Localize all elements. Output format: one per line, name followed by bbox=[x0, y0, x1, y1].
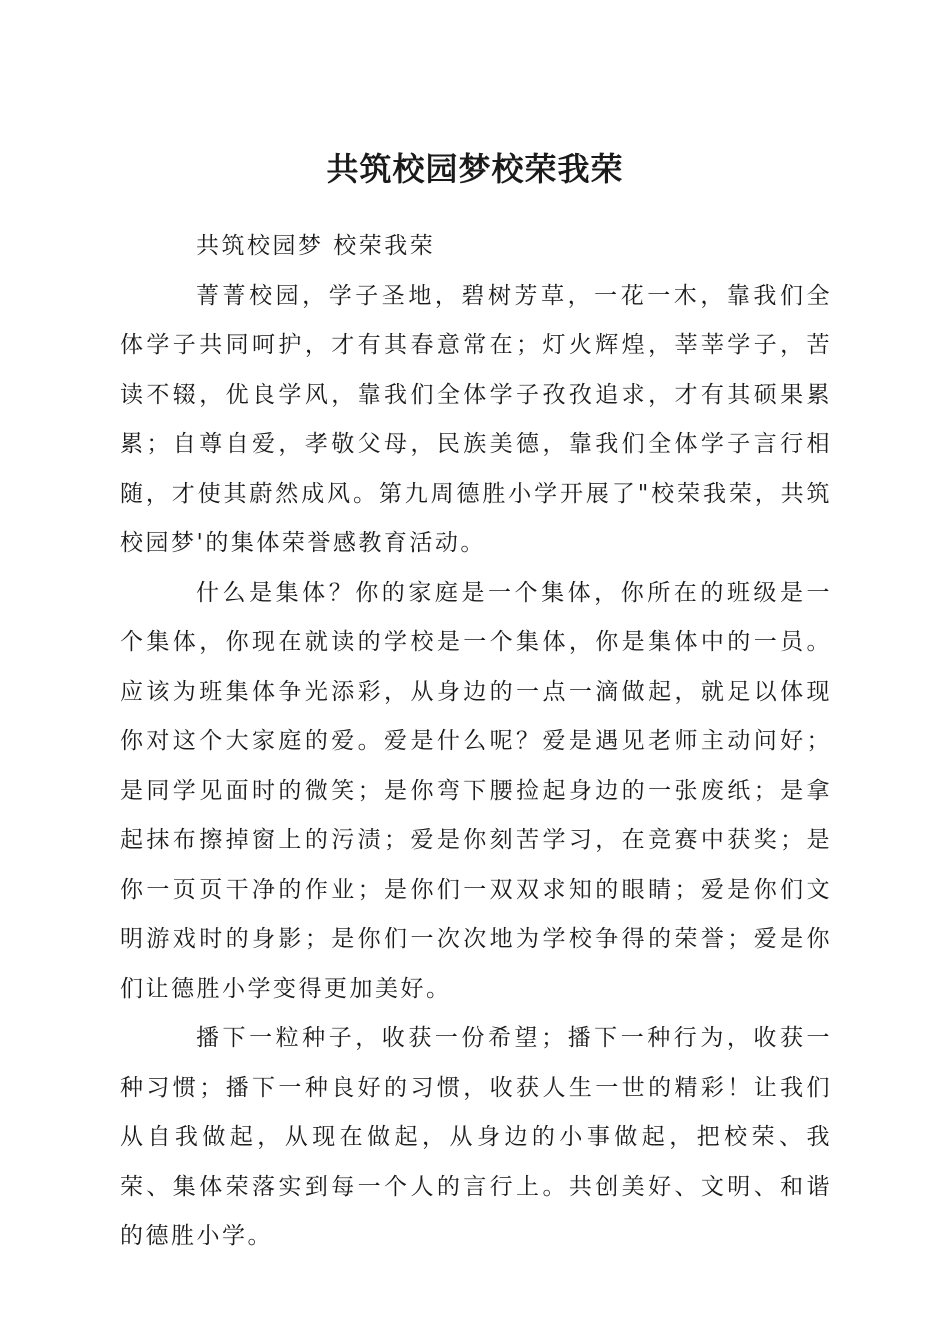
paragraph-1: 菁菁校园，学子圣地，碧树芳草，一花一木，靠我们全体学子共同呵护，才有其春意常在；灯火辉煌，莘莘学子，苦读不辍，优良学风，靠我们全体学子孜孜追求，才有其硕果累累；自尊自爱，孝敬父母，民族美德，靠我们全体学子言行相随，才使其蔚然成风。第九周德胜小学开展了"校荣我荣，共筑校园梦'的集体荣誉感教育活动。 bbox=[120, 282, 832, 556]
document-title: 共筑校园梦校荣我荣 bbox=[326, 150, 624, 188]
document-body bbox=[120, 222, 832, 1262]
subtitle-paragraph: 共筑校园梦 校荣我荣 bbox=[196, 233, 436, 259]
paragraph-2: 什么是集体？你的家庭是一个集体，你所在的班级是一个集体，你现在就读的学校是一个集体，你是集体中的一员。应该为班集体争光添彩，从身边的一点一滴做起，就足以体现你对这个大家庭的爱。爱是什么呢？爱是遇见老师主动问好；是同学见面时的微笑；是你弯下腰捡起身边的一张废纸；是拿起抹布擦掉窗上的污渍；爱是你刻苦学习，在竞赛中获奖；是你一页页干净的作业；是你们一双双求知的眼睛；爱是你们文明游戏时的身影；是你们一次次地为学校争得的荣誉；爱是你们让德胜小学变得更加美好。 bbox=[120, 579, 832, 1002]
paragraph-3: 播下一粒种子，收获一份希望；播下一种行为，收获一种习惯；播下一种良好的习惯，收获人生一世的精彩！让我们从自我做起，从现在做起，从身边的小事做起，把校荣、我荣、集体荣落实到每一个人的言行上。共创美好、文明、和谐的德胜小学。 bbox=[120, 1025, 832, 1249]
